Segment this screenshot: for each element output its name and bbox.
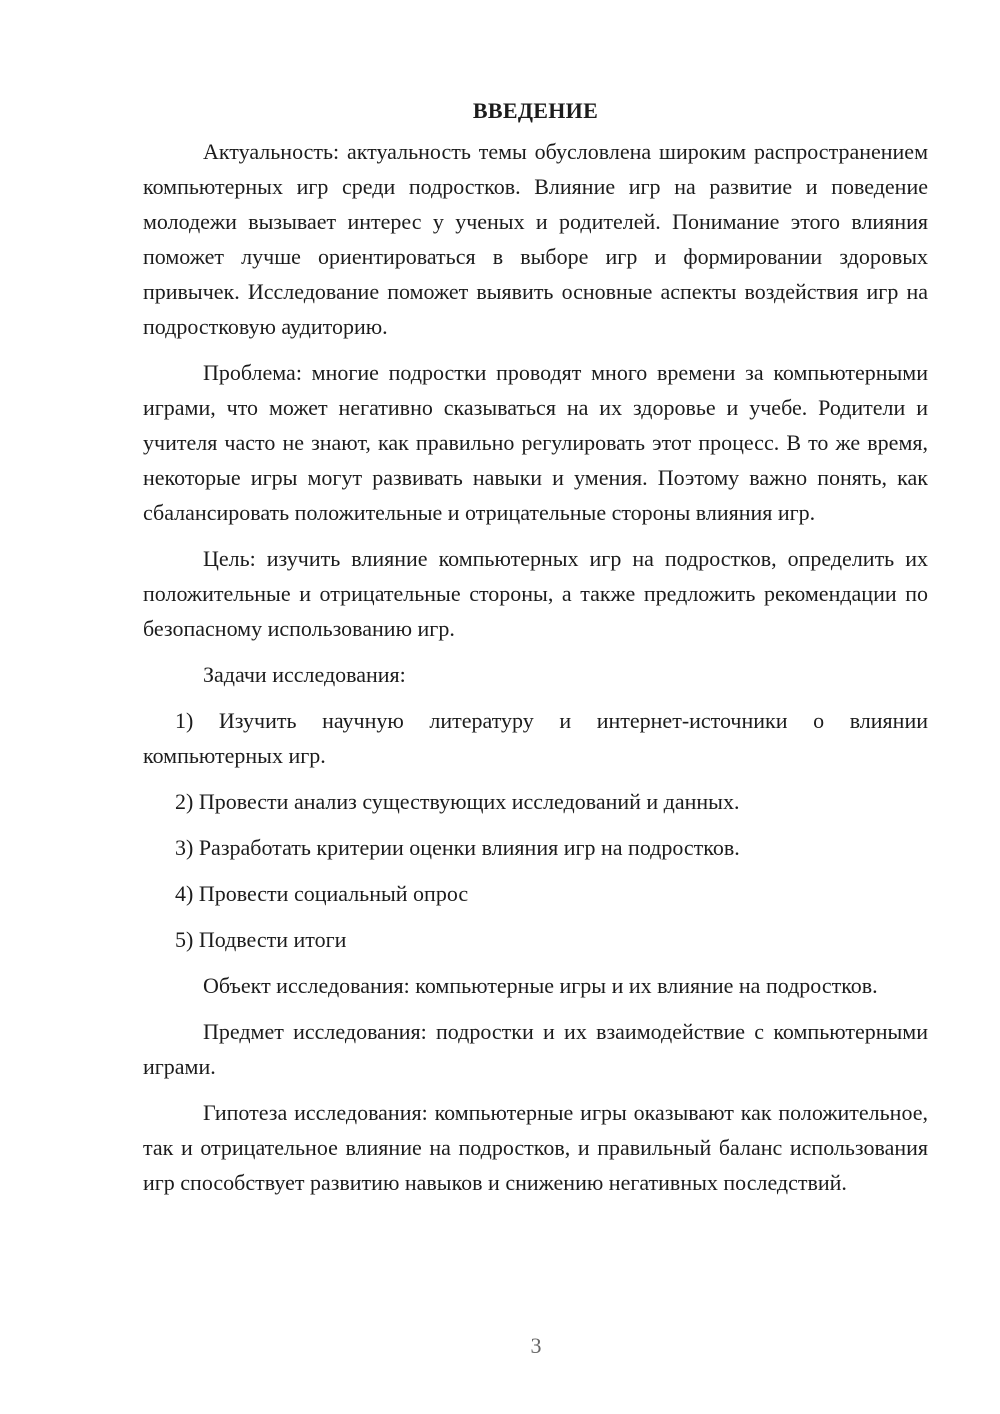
page-content: [143, 94, 928, 1211]
section-title: ВВЕДЕНИЕ: [472, 98, 599, 123]
task-item-3: 3) Разработать критерии оценки влияния игр на подростков.: [175, 835, 740, 860]
task-item-5: 5) Подвести итоги: [175, 927, 347, 952]
tasks-heading: Задачи исследования:: [203, 662, 406, 687]
task-item-2: 2) Провести анализ существующих исследований и данных.: [175, 789, 740, 814]
paragraph-problem: Проблема: многие подростки проводят много времени за компьютерными играми, что может негативно сказываться на их здоровье и учебе. Родители и учителя часто не знают, как правильно регулировать этот процесс. В то же время, некоторые игры могут развивать навыки и умения. Поэтому важно понять, как сбалансировать положительные и отрицательные стороны влияния игр.: [143, 360, 928, 525]
task-item-4: 4) Провести социальный опрос: [175, 881, 469, 906]
task-item-1: 1) Изучить научную литературу и интернет-источники о влиянии компьютерных игр.: [143, 708, 928, 768]
paragraph-object: Объект исследования: компьютерные игры и их влияние на подростков.: [203, 973, 878, 998]
page-number: 3: [530, 1333, 542, 1358]
paragraph-relevance: Актуальность: актуальность темы обусловлена широким распространением компьютерных игр среди подростков. Влияние игр на развитие и поведение молодежи вызывает интерес у ученых и родителей. Понимание этого влияния поможет лучше ориентироваться в выборе игр и формировании здоровых привычек. Исследование поможет выявить основные аспекты воздействия игр на подростковую аудиторию.: [143, 139, 928, 339]
paragraph-goal: Цель: изучить влияние компьютерных игр на подростков, определить их положительные и отрицательные стороны, а также предложить рекомендации по безопасному использованию игр.: [143, 546, 928, 641]
paragraph-hypothesis: Гипотеза исследования: компьютерные игры оказывают как положительное, так и отрицательное влияние на подростков, и правильный баланс использования игр способствует развитию навыков и снижению негативных последствий.: [143, 1100, 928, 1195]
paragraph-subject: Предмет исследования: подростки и их взаимодействие с компьютерными играми.: [143, 1019, 928, 1079]
